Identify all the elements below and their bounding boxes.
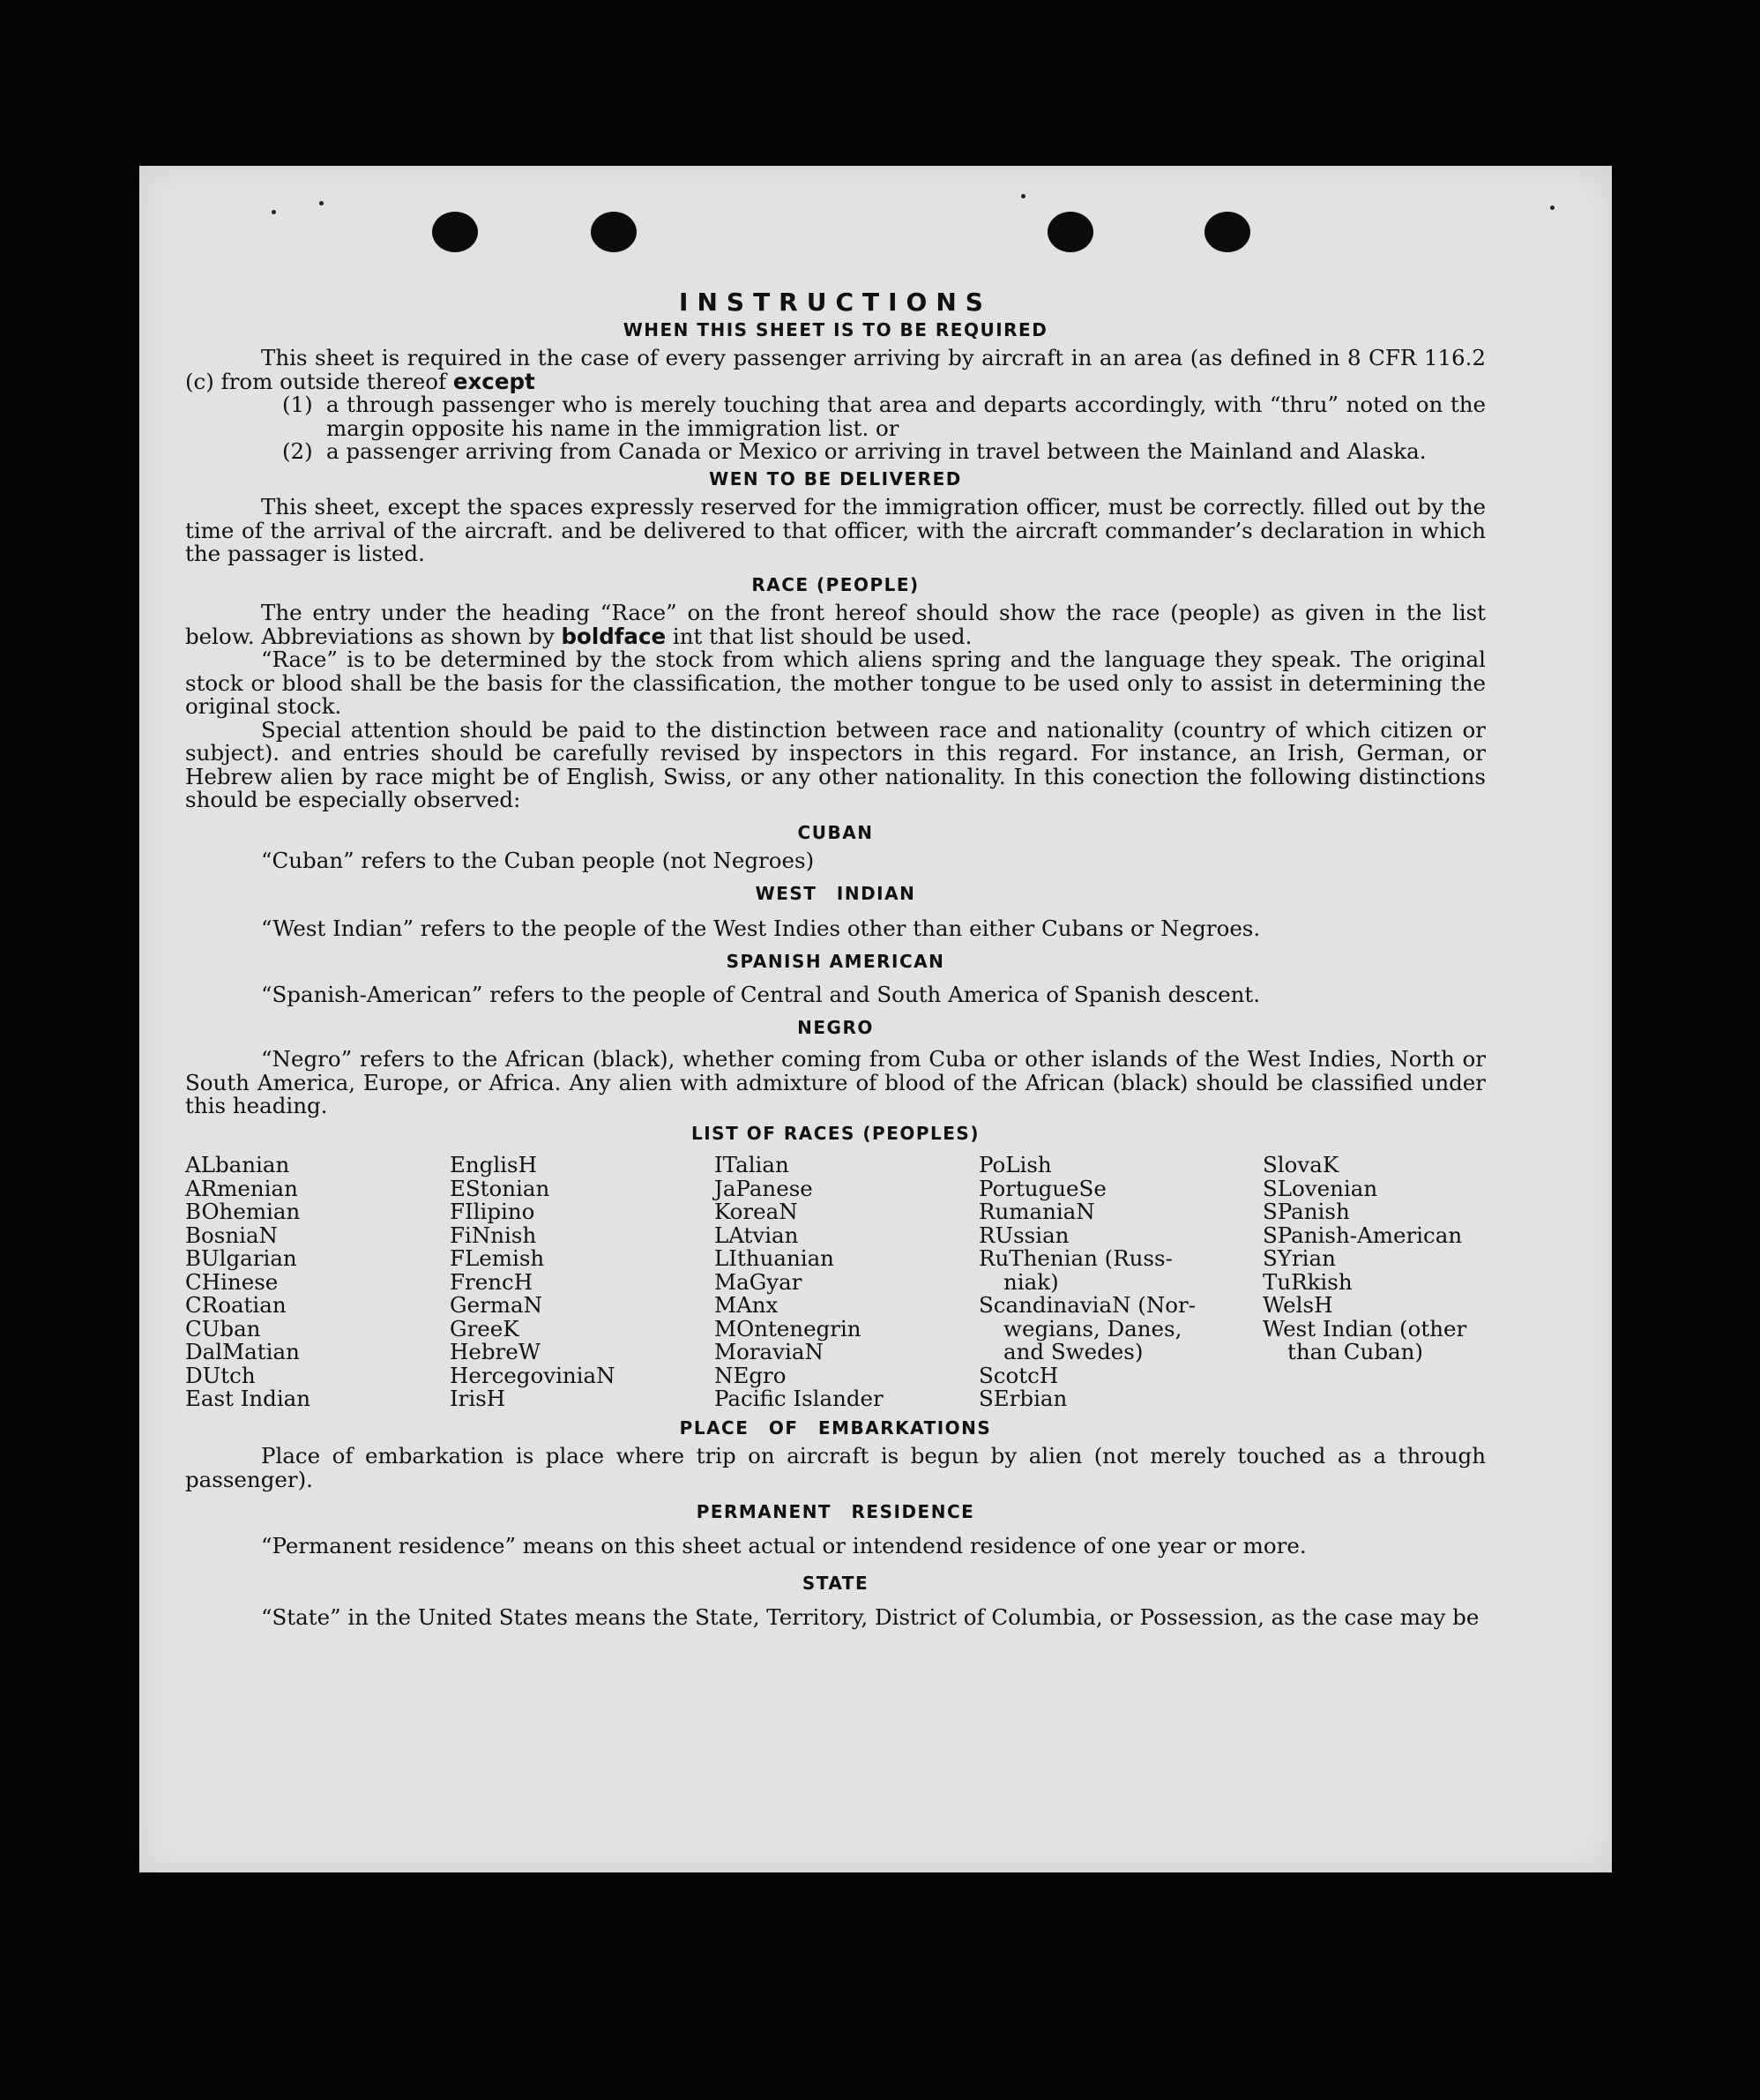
speck xyxy=(1021,194,1025,198)
negro-text: “Negro” refers to the African (black), whether coming from Cuba or other islands of the West Indies, North or South America, Europe, or Africa. Any alien with admixture of blood of the African (black) should be classified under this heading. xyxy=(185,1046,1486,1118)
spanish-american-text: “Spanish-American” refers to the people of Central and South America of Spanish descent. xyxy=(261,982,1261,1007)
west-indian-text: “West Indian” refers to the people of the West Indies other than either Cubans or Negroes. xyxy=(261,915,1261,941)
race-entry: ITalian xyxy=(714,1152,789,1177)
item-text: a through passenger who is merely touching that area and departs accordingly, with “thru” noted on the margin opposite his name in the immigration list. or xyxy=(326,392,1486,441)
race-entry-continued: wegians, Danes, xyxy=(1003,1315,1182,1341)
heading-west-indian: WEST INDIAN xyxy=(755,882,916,904)
races-column-5 xyxy=(1263,1154,1486,1411)
race-entry: RuThenian (Russ- xyxy=(979,1245,1173,1271)
race-entry: MAnx xyxy=(714,1292,779,1318)
race-entry: BosniaN xyxy=(185,1222,278,1248)
heading-embarkation: PLACE OF EMBARKATIONS xyxy=(679,1416,992,1439)
punch-hole-4 xyxy=(1204,212,1250,252)
race-entry: MOntenegrin xyxy=(714,1315,861,1341)
race-entry: CHinese xyxy=(185,1268,279,1295)
race-entry: BOhemian xyxy=(185,1199,301,1224)
intro-bold: except xyxy=(452,368,535,394)
heading-list-of-races: LIST OF RACES (PEOPLES) xyxy=(691,1122,980,1144)
race-entry: DalMatian xyxy=(185,1339,300,1364)
race-entry: SErbian xyxy=(979,1386,1068,1411)
race-entry: FLemish xyxy=(450,1245,545,1271)
punch-hole-1 xyxy=(432,212,478,252)
race-entry: PortugueSe xyxy=(979,1175,1107,1201)
race-entry: GreeK xyxy=(450,1315,519,1341)
race-entry: CRoatian xyxy=(185,1292,287,1318)
heading-negro: NEGRO xyxy=(797,1016,874,1038)
race-entry: EStonian xyxy=(450,1175,550,1201)
race-entry: IrisH xyxy=(450,1386,506,1411)
race-entry: FIlipino xyxy=(450,1199,535,1224)
races-column-4 xyxy=(979,1154,1263,1411)
instructions-content xyxy=(185,288,1486,1630)
page-title: INSTRUCTIONS xyxy=(679,288,992,317)
list-item xyxy=(282,393,1486,440)
race-entry-continued: niak) xyxy=(1003,1268,1059,1295)
race-entry: EnglisH xyxy=(450,1152,537,1177)
race-paragraph-1 xyxy=(185,602,1486,648)
race-entry: SLovenian xyxy=(1263,1175,1378,1201)
heading-permanent-residence: PERMANENT RESIDENCE xyxy=(696,1501,975,1522)
item-number: (1) xyxy=(282,392,313,417)
race-entry: SYrian xyxy=(1263,1245,1336,1271)
heading-state: STATE xyxy=(802,1573,869,1594)
heading-cuban: CUBAN xyxy=(797,821,874,843)
race-entry-continued: than Cuban) xyxy=(1287,1339,1423,1364)
race-paragraph-3: Special attention should be paid to the distinction between race and nationality (country of which citizen or subject). and entries should be carefully revised by inspectors in this regard. For instance, an Irish, German, or Hebrew alien by race might be of English, Swiss, or any other nationality. In this conection the following distinctions should be especially observed: xyxy=(185,716,1486,812)
heading-when-required: WHEN THIS SHEET IS TO BE REQUIRED xyxy=(623,318,1048,340)
heading-delivered: WEN TO BE DELIVERED xyxy=(709,467,962,490)
race-entry: LIthuanian xyxy=(714,1245,834,1271)
race-entry: ARmenian xyxy=(185,1175,298,1201)
race-p1-bold: boldface xyxy=(561,623,667,649)
residence-text: “Permanent residence” means on this sheet actual or intendend residence of one year or more. xyxy=(261,1532,1307,1558)
race-entry: East Indian xyxy=(185,1386,311,1411)
race-entry: HercegoviniaN xyxy=(450,1362,615,1388)
races-column-3 xyxy=(714,1154,979,1411)
state-text: “State” in the United States means the State, Territory, District of Columbia, or Possession, as the case may be xyxy=(261,1603,1480,1630)
intro-text: This sheet is required in the case of every passenger arriving by aircraft in an area (as defined in 8 CFR 116.2 (c) from outside thereof xyxy=(185,345,1486,394)
race-entry: ScotcH xyxy=(979,1362,1059,1388)
race-entry: TuRkish xyxy=(1263,1268,1353,1295)
race-entry: JaPanese xyxy=(714,1175,813,1201)
race-entry: LAtvian xyxy=(714,1222,799,1248)
punch-hole-2 xyxy=(591,212,637,252)
race-entry: KoreaN xyxy=(714,1199,798,1224)
race-entry: RUssian xyxy=(979,1222,1070,1248)
punch-hole-3 xyxy=(1048,212,1093,252)
delivered-text: This sheet, except the spaces expressly reserved for the immigration officer, must be correctly. filled out by the time of the arrival of the aircraft. and be delivered to that officer, with the aircraft commander’s declaration in which the passager is listed. xyxy=(185,494,1486,566)
embarkation-text: Place of embarkation is place where trip on aircraft is begun by alien (not merely touched as a through passenger). xyxy=(185,1443,1486,1492)
race-entry: NEgro xyxy=(714,1362,787,1388)
speck xyxy=(1550,206,1555,210)
heading-race: RACE (PEOPLE) xyxy=(751,573,920,595)
race-entry: RumaniaN xyxy=(979,1199,1095,1224)
item-text: a passenger arriving from Canada or Mexico or arriving in travel between the Mainland and Alaska. xyxy=(326,438,1427,464)
race-p1-a: The entry under the heading “Race” on the front hereof should show the race (people) as given in the list below. Abbreviations as shown by xyxy=(185,600,1486,649)
race-entry: HebreW xyxy=(450,1339,541,1364)
race-entry: Pacific Islander xyxy=(714,1386,884,1411)
race-entry: FiNnish xyxy=(450,1222,537,1248)
race-entry: SPanish-American xyxy=(1263,1222,1463,1248)
race-entry: MoraviaN xyxy=(714,1339,824,1364)
list-item xyxy=(282,440,1486,464)
race-entry: SPanish xyxy=(1263,1199,1350,1224)
race-entry: PoLish xyxy=(979,1152,1052,1177)
race-entry: SlovaK xyxy=(1263,1152,1339,1177)
race-entry: FrencH xyxy=(450,1268,533,1295)
race-entry: West Indian (other xyxy=(1263,1315,1467,1341)
races-column-2 xyxy=(450,1154,714,1411)
races-column-1 xyxy=(185,1154,450,1411)
when-required-intro xyxy=(185,347,1486,393)
heading-spanish-american: SPANISH AMERICAN xyxy=(726,950,945,972)
race-entry: GermaN xyxy=(450,1292,543,1318)
race-entry: ScandinaviaN (Nor- xyxy=(979,1292,1197,1318)
races-table xyxy=(185,1154,1486,1411)
speck xyxy=(272,210,276,214)
race-entry: CUban xyxy=(185,1315,261,1341)
race-paragraph-2: “Race” is to be determined by the stock from which aliens spring and the language they speak. The original stock or blood shall be the basis for the classification, the mother tongue to be used only to assist in determining the original stock. xyxy=(185,646,1486,719)
race-entry: ALbanian xyxy=(185,1152,290,1177)
race-entry: DUtch xyxy=(185,1362,256,1388)
speck xyxy=(319,201,324,206)
document-sheet xyxy=(139,166,1612,1872)
race-entry: WelsH xyxy=(1263,1292,1333,1318)
race-entry: BUlgarian xyxy=(185,1245,297,1271)
cuban-text: “Cuban” refers to the Cuban people (not Negroes) xyxy=(261,848,815,873)
race-p1-b: int that list should be used. xyxy=(672,623,973,649)
race-entry: MaGyar xyxy=(714,1268,802,1295)
item-number: (2) xyxy=(282,438,313,464)
race-entry-continued: and Swedes) xyxy=(1003,1339,1144,1364)
